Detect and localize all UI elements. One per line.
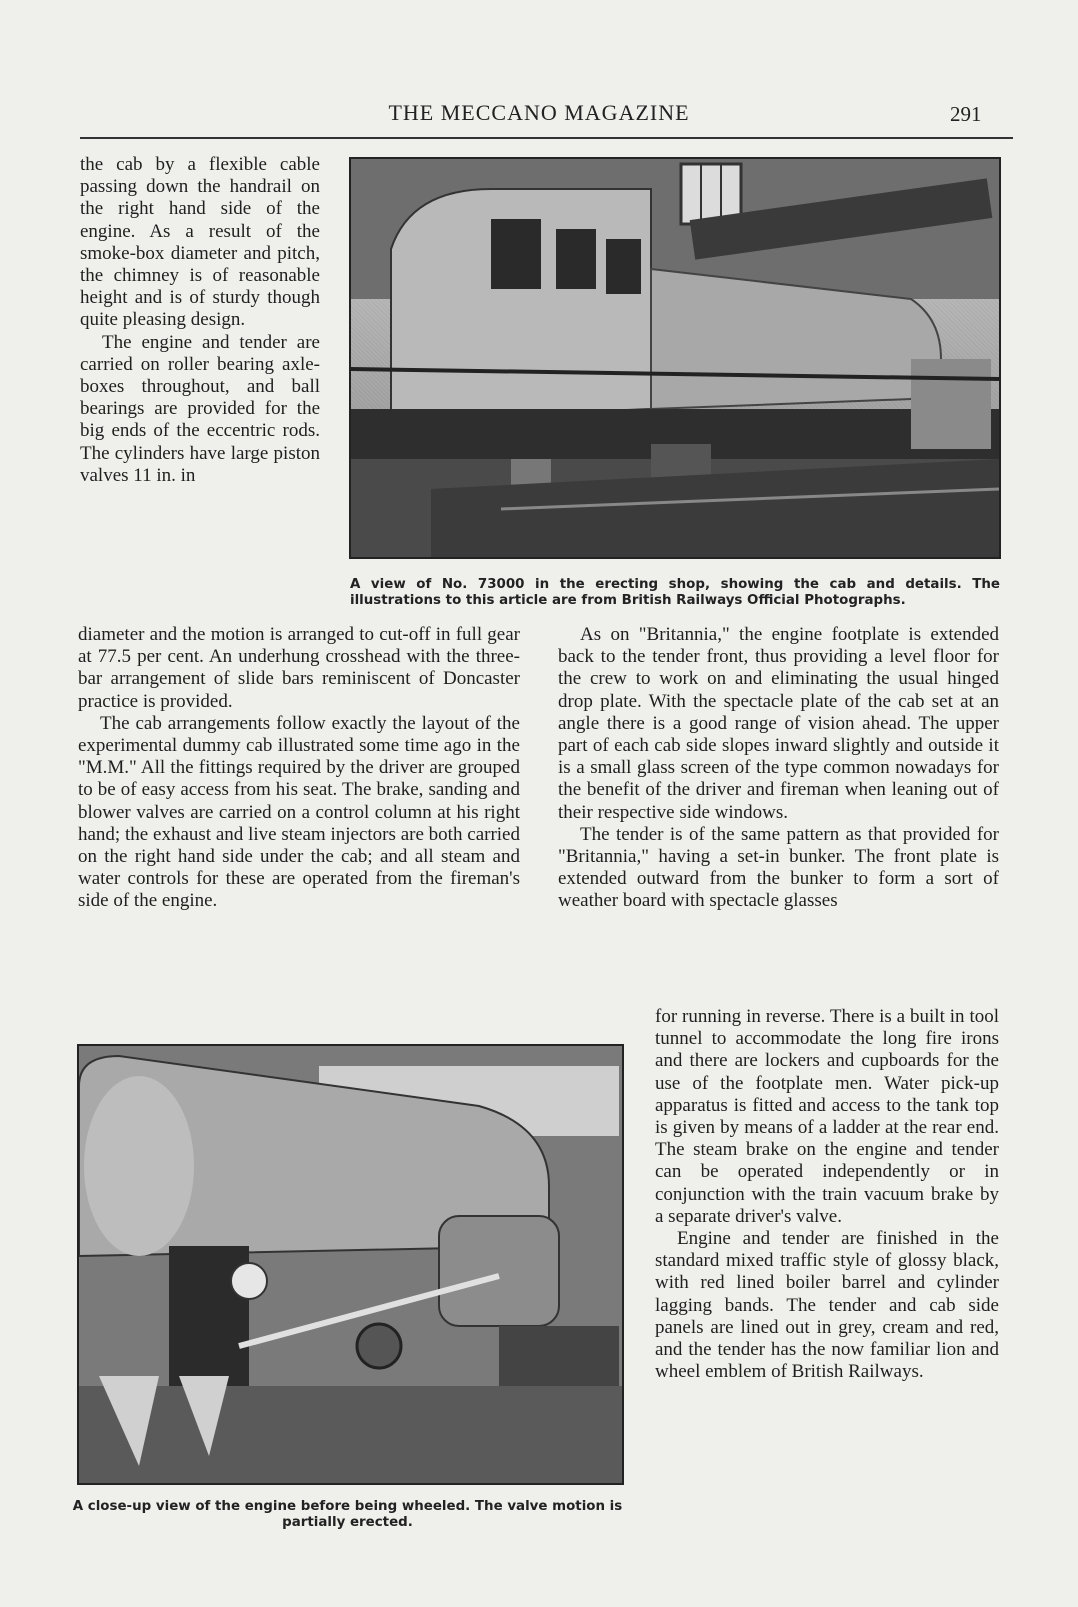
bottom-figure-caption: A close-up view of the engine before being wheeled. The valve motion is partially erected.	[72, 1499, 623, 1530]
article-column-top-left	[80, 154, 320, 487]
top-figure-caption: A view of No. 73000 in the erecting shop, showing the cab and details. The illustrations to this article are from British Railways Official Photographs.	[350, 577, 1000, 608]
article-paragraph: for running in reverse. There is a built in tool tunnel to accommodate the long fire irons and there are lockers and cupboards for the use of the footplate men. Water pick-up apparatus is fitted and access to the tank top is given by means of a ladder at the rear end. The steam brake on the engine and tender can be operated independently or in conjunction with the train vacuum brake by a separate driver's valve.	[655, 1006, 999, 1227]
erecting-shop-photo	[349, 157, 1001, 559]
article-column-right	[558, 624, 999, 913]
article-paragraph: The engine and tender are carried on roller bearing axle-boxes throughout, and ball bearings are provided for the big ends of the eccentric rods. The cylinders have large piston valves 11 in. in	[80, 331, 320, 486]
engine-illustration	[79, 1046, 622, 1483]
article-paragraph: As on "Britannia," the engine footplate is extended back to the tender front, thus providing a level floor for the crew to work on and eliminating the usual hinged drop plate. With the spectacle plate of the cab set at an angle there is a good range of vision ahead. The upper part of each cab side slopes inward slightly and outside it is a small glass screen of the type common nowadays for the benefit of the driver and fireman when leaning out of their respective side windows.	[558, 624, 999, 823]
article-paragraph: The tender is of the same pattern as that provided for "Britannia," having a set-in bunker. The front plate is extended outward from the bunker to form a sort of weather board with spectacle glasses	[558, 823, 999, 912]
header-rule	[80, 137, 1013, 139]
article-column-left	[78, 624, 520, 913]
article-paragraph: the cab by a flexible cable passing down the handrail on the right hand side of the engine. As a result of the smoke-box diameter and pitch, the chimney is of reasonable height and is of sturdy though quite pleasing design.	[80, 154, 320, 331]
page-number: 291	[950, 102, 982, 126]
magazine-title: THE MECCANO MAGAZINE	[388, 100, 690, 125]
article-paragraph: The cab arrangements follow exactly the layout of the experimental dummy cab illustrated some time ago in the "M.M." All the fittings required by the driver are grouped to be of easy access from his seat. The brake, sanding and blower valves are carried on a control column at his right hand; the exhaust and live steam injectors are both carried on the right hand side under the cab; and all steam and water controls for these are operated from the fireman's side of the engine.	[78, 712, 520, 912]
cab-illustration	[351, 159, 999, 557]
article-paragraph: Engine and tender are finished in the standard mixed traffic style of glossy black, with red lined boiler barrel and cylinder lagging bands. The tender and cab side panels are lined out in grey, cream and red, and the tender has the now familiar lion and wheel emblem of British Railways.	[655, 1228, 999, 1383]
engine-closeup-photo	[77, 1044, 624, 1485]
article-column-bottom-right	[655, 1006, 999, 1383]
article-paragraph: diameter and the motion is arranged to cut-off in full gear at 77.5 per cent. An underhung crosshead with the three-bar arrangement of slide bars reminiscent of Doncaster practice is provided.	[78, 624, 520, 712]
